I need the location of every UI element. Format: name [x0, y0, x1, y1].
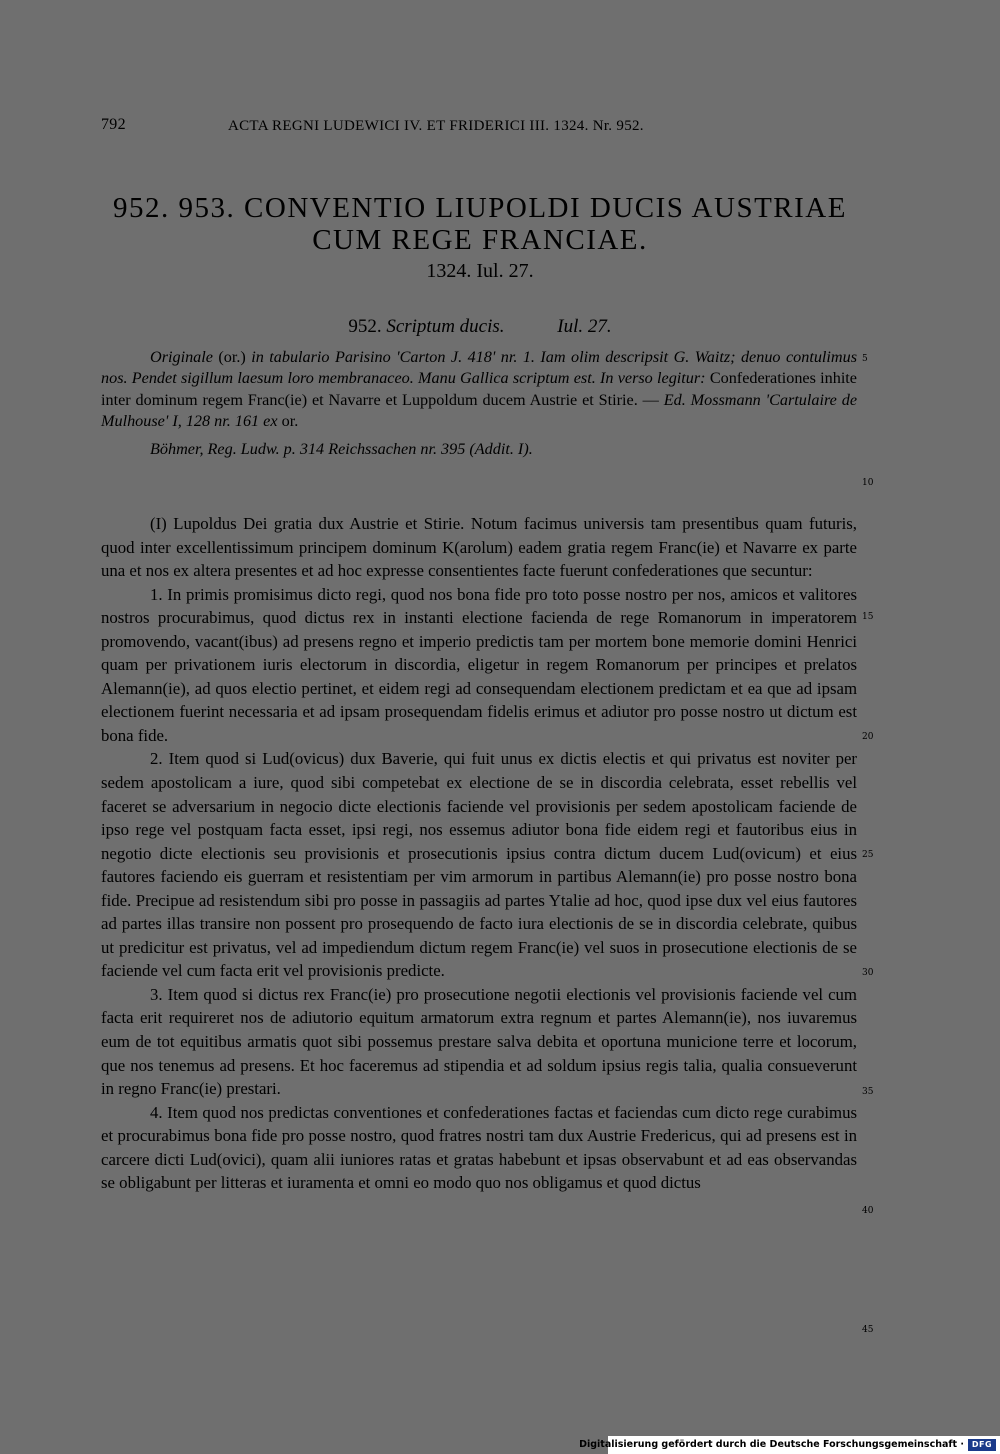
line-number: 25 [862, 850, 874, 860]
note-text: Böhmer, Reg. Ludw. p. 314 Reichssachen nr. 395 (Addit. I). [150, 439, 533, 458]
dfg-logo-icon: DFG [968, 1439, 996, 1451]
line-number: 20 [862, 732, 874, 742]
page-number: 792 [101, 116, 126, 133]
document-number: 952. [348, 316, 382, 337]
title-line-2: CUM REGE FRANCIAE. [312, 224, 648, 256]
footer-text: Digitalisierung gefördert durch die Deutsche Forschungsgemeinschaft · [579, 1439, 964, 1450]
title-date: 1324. Iul. 27. [426, 260, 534, 282]
document-body [101, 512, 857, 1195]
document-date: Iul. 27. [557, 316, 612, 337]
regest-reference [101, 439, 857, 460]
body-paragraph-item-2: 2. Item quod si Lud(ovicus) dux Baverie, qui fuit unus ex dictis electis et qui privatus est noviter per sedem apostolicam a iure, quod sibi competebat ex electione de se in discordia celebrata, esset rebellis vel faceret se adversarium in negocio dicte electionis faciende vel provisionis per sedem apostolicam faciende de ipso rege vel postquam facta esset, ipsi regi, nos essemus adiutor bona fide eidem regi et fautoribus eius in negotio dicte electionis seu provisionis et prosecutionis ipsius contra dictum ducem Lud(ovicum) et eius fautores faciendo eis guerram et resistentiam per vim armorum in partibus Alemann(ie) pro posse nostro bona fide. Precipue ad resistendum sibi pro posse in passagiis ad partes Ytalie ad hoc, quod ipse dux vel eius fautores ad partes illas transire non possent pro prosequendo de facto iura electionis de se in discordia celebrate, quibus ut predicitur est privatus, vel ad impediendum dictum regem Franc(ie) vel suos in prosecutione electionis de se faciende vel cum facta erit vel provisionis predicte. [101, 749, 857, 981]
body-paragraph-intro: (I) Lupoldus Dei gratia dux Austrie et Stirie. Notum facimus universis tam presentibus quam futuris, quod inter excellentissimum principem dominum K(arolum) eadem gratia regem Franc(ie) et Navarre ex parte una et nos ex altera presentes et ad hoc expresse consentientes facte fuerunt confederationes que secuntur: [101, 514, 857, 581]
note-text: or. [277, 412, 299, 431]
document-label: Scriptum ducis. [386, 316, 505, 337]
note-text: Originale [150, 348, 213, 366]
source-notes [101, 347, 857, 460]
note-text: Confederationes inhite inter dominum regem Franc(ie) et Navarre et Luppoldum ducem Austrie et Stirie. — [101, 369, 857, 409]
line-number: 35 [862, 1087, 874, 1097]
body-paragraph-item-1: 1. In primis promisimus dicto regi, quod nos bona fide pro toto posse nostro per nos, amicos et valitores nostros procurabimus, quod dictus rex in instanti electione facienda de rege Romanorum in imperatorem promovendo, vacant(ibus) ad presens regno et imperio predictis tam per mortem bone memorie domini Henrici quam per privationem iuris electorum in discordia, eligetur in regem Romanorum per principes et prelatos Alemann(ie), ad quos electio pertinet, et eidem regi ad consequendam electionem predictam et ea que ad ipsam electionem fuerint necessaria et ad ipsam prosequendam fidelis erimus et adiutor pro posse nostro ut dictum est bona fide. [101, 584, 857, 745]
document-heading [100, 316, 860, 338]
running-head [101, 116, 861, 140]
line-number: 30 [862, 968, 874, 978]
note-text: in tabulario Parisino 'Carton J. 418' nr. 1. Iam olim descripsit G. Waitz; denuo contulimus nos. Pendet sigillum laesum loro membranaceo. Manu Gallica scriptum est. In verso legitur: [101, 348, 857, 388]
line-number: 5 [862, 354, 868, 364]
page-title [100, 192, 860, 256]
title-line-1: 952. 953. CONVENTIO LIUPOLDI DUCIS AUSTRIAE [113, 192, 847, 224]
line-number: 40 [862, 1206, 874, 1216]
body-paragraph-item-4: 4. Item quod nos predictas conventiones et confederationes factas et faciendas cum dicto rege curabimus et procurabimus bona fide pro posse nostro, quod fratres nostri tam dux Austrie Fredericus, qui ad presens est in carcere dicti Lud(ovici), quam alii iuniores ratas et gratas habebunt et ipsas observabunt et ad eas observandas se obligabunt per litteras et iuramenta et omni eo modo quo nos obligamus et quod dictus [101, 1102, 857, 1193]
body-paragraph-item-3: 3. Item quod si dictus rex Franc(ie) pro prosecutione negotii electionis vel provisionis faciende vel cum facta erit requireret nos de adiutorio equitum armatorum extra regnum et partes Alemann(ie), nos iuvaremus eum de tot equitibus armatis quot sibi possemus prestare salva debita et oportuna municione terre et locorum, que nos tenemus ad presens. Et hoc faceremus ad stipendia et ad soldum ipsius regis talia, qualia consueverunt in regno Franc(ie) prestari. [101, 984, 857, 1099]
line-number: 45 [862, 1325, 874, 1335]
note-text: Ed. Mossmann 'Cartulaire de Mulhouse' I, 128 nr. 161 ex [101, 390, 857, 431]
line-number: 10 [862, 478, 874, 488]
line-number: 15 [862, 612, 874, 622]
note-text: (or.) [212, 348, 252, 366]
digitization-footer [579, 1436, 1000, 1454]
running-head-text: ACTA REGNI LUDEWICI IV. ET FRIDERICI III. 1324. Nr. 952. [228, 118, 644, 134]
source-note-paragraph [101, 347, 857, 433]
